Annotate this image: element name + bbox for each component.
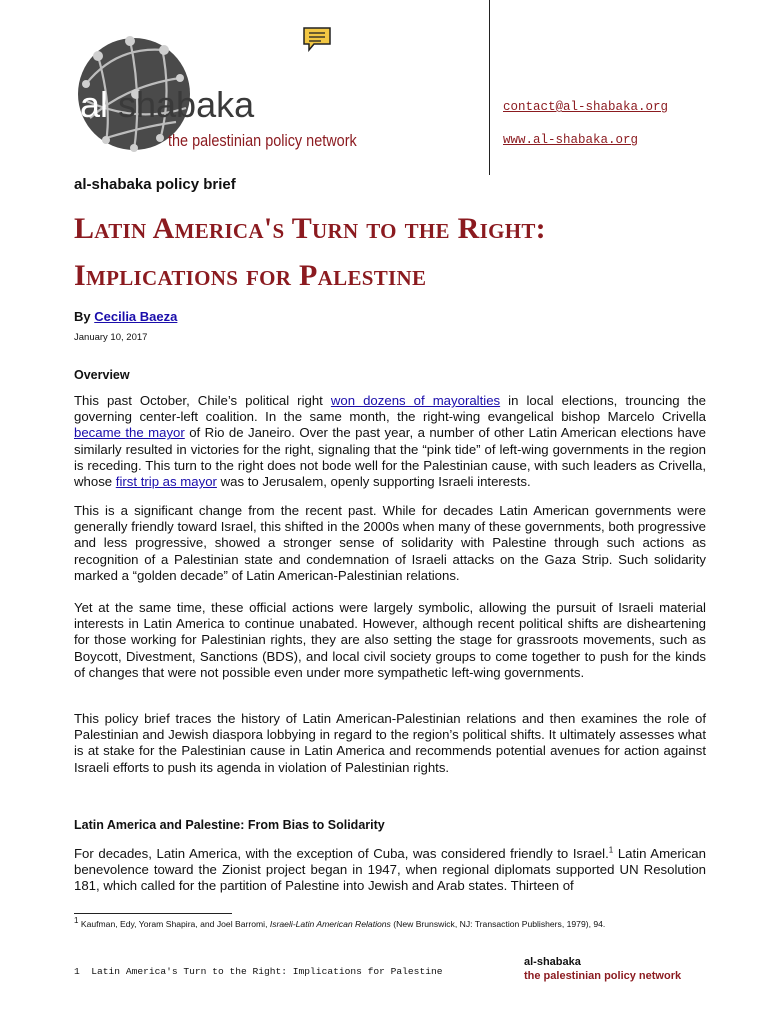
title-line-2: Implications for Palestine <box>74 259 427 292</box>
logo-tagline: the palestinian policy network <box>168 131 357 150</box>
first-trip-link[interactable]: first trip as mayor <box>115 474 217 490</box>
page-title <box>74 205 714 299</box>
paragraph-1: This past October, Chile’s political right won dozens of mayoralties in local elections, trouncing the governing center-left coalition. In the same month, the right-wing evangelical bishop Marcelo Crivella became the mayor of Rio de Janeiro. Over the past year, a number of other Latin American elections have similarly resulted in victories for the right, signaling that the “pink tide” of left-wing governments in the region is receding. This turn to the right does not bode well for the Palestinian cause, with such leaders as Crivella, whose first trip as mayor was to Jerusalem, openly supporting Israeli interests. <box>74 393 706 490</box>
logo-wordmark-shabaka: shabaka <box>118 84 255 125</box>
footnote-ref[interactable]: 1 <box>608 845 614 855</box>
byline <box>74 309 177 324</box>
running-footer <box>74 966 442 977</box>
footnote-1: $^1$ Kaufman, Edy, Yoram Shapira, and Joel Barromi, Israeli-Latin American Relations (New Brunswick, NJ: Transaction Publishers, 1979), 94. <box>74 916 606 929</box>
footer-org-name: al-shabaka <box>524 956 581 968</box>
logo-wordmark <box>80 84 108 126</box>
page-number: 1 <box>74 966 80 977</box>
header-divider <box>489 0 490 175</box>
byline-prefix: By <box>74 309 91 324</box>
paragraph-2: This is a significant change from the recent past. While for decades Latin American governments were generally friendly toward Israel, this shifted in the 2000s when many of these governments, both progressive and less progressive, showed a stronger sense of solidarity with Palestine through such actions as recognition of a Palestinian state and condemnation of Israeli attacks on the Gaza Strip. Such solidarity marked a “golden decade” of Latin American-Palestinian relations. <box>74 503 706 583</box>
overview-heading: Overview <box>74 368 130 382</box>
website-link[interactable]: www.al-shabaka.org <box>503 133 639 147</box>
logo-word-al: al <box>80 84 109 125</box>
speech-bubble-icon <box>302 26 332 52</box>
footer-org-tagline: the palestinian policy network <box>524 970 682 982</box>
paragraph-3: Yet at the same time, these official actions were largely symbolic, allowing the pursuit of Israeli material interests in Latin America to continue unabated. However, although recent political shifts are disheartening for those working for Palestinian rights, they are also setting the stage for grassroots movements, such as Boycott, Divestment, Sanctions (BDS), and local civil society groups to come together to push for the kinds of changes that were not possible even under more sympathetic left-wing governments. <box>74 600 706 680</box>
footnote-rule <box>74 913 232 914</box>
title-line-1: Latin America's Turn to the Right: <box>74 212 546 245</box>
email-link[interactable]: contact@al-shabaka.org <box>503 100 669 114</box>
paragraph-5: For decades, Latin America, with the exception of Cuba, was considered friendly to Israel.$^1$ Latin American benevolence toward the Zionist project began in 1947, when regional diplomats supported UN Resolution 181, which called for the partition of Palestine into Jewish and Arab states. Thirteen of <box>74 845 706 894</box>
paragraph-4: This policy brief traces the history of Latin American-Palestinian relations and then examines the role of Palestinian and Jewish diaspora lobbying in regard to the region’s political shifts. It ultimately assesses what is at stake for the Palestinian cause in Latin America and recommends potential avenues for action against Israeli efforts to push its agenda in violation of Palestinian rights. <box>74 711 706 775</box>
author-link[interactable]: Cecilia Baeza <box>94 309 178 324</box>
running-title: Latin America's Turn to the Right: Implications for Palestine <box>91 966 443 977</box>
mayoralties-link[interactable]: won dozens of mayoralties <box>330 393 501 408</box>
brief-label: al-shabaka policy brief <box>74 176 236 193</box>
publication-date: January 10, 2017 <box>74 332 148 343</box>
became-mayor-link[interactable]: became the mayor <box>74 425 185 441</box>
section-heading-bias-to-solidarity: Latin America and Palestine: From Bias to Solidarity <box>74 818 385 832</box>
